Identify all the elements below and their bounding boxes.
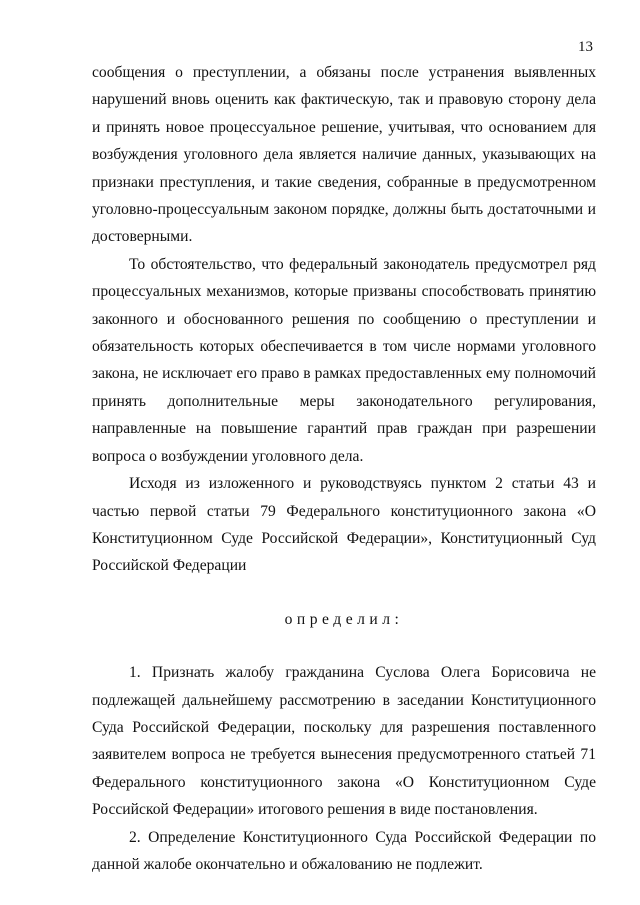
decree-heading: определил: — [284, 610, 404, 628]
resolution-item-2: 2. Определение Конституционного Суда Российской Федерации по данной жалобе окончательно и обжалованию не подлежит. — [92, 828, 596, 873]
document-body — [92, 59, 596, 878]
paragraph-continuation: сообщения о преступлении, а обязаны после устранения выявленных нарушений вновь оценить как фактическую, так и правовую сторону дела и принять новое процессуальное решение, учитывая, что основанием для возбуждения уголовного дела является наличие данных, указывающих на признаки преступления, и такие сведения, собранные в предусмотренном уголовно-процессуальным законом порядке, должны быть достаточными и достоверными. — [92, 64, 596, 246]
page-number: 13 — [578, 39, 593, 55]
paragraph-legal-basis: Исходя из изложенного и руководствуясь пунктом 2 статьи 43 и частью первой статьи 79 Федерального конституционного закона «О Конституционном Суде Российской Федерации», Конституционный Суд Российской Федерации — [92, 475, 596, 575]
paragraph-legislator-mechanisms: То обстоятельство, что федеральный законодатель предусмотрел ряд процессуальных механизмов, которые призваны способствовать принятию законного и обоснованного решения по сообщению о преступлении и обязательность которых обеспечивается в том числе нормами уголовного закона, не исключает его право в рамках предоставленных ему полномочий принять дополнительные меры законодательного регулирования, направленные на повышение гарантий прав граждан при разрешении вопроса о возбуждении уголовного дела. — [92, 255, 596, 465]
resolution-item-1: 1. Признать жалобу гражданина Суслова Олега Борисовича не подлежащей дальнейшему рассмотрению в заседании Конституционного Суда Российской Федерации, поскольку для разрешения поставленного заявителем вопроса не требуется вынесения предусмотренного статьей 71 Федерального конституционного закона «О Конституционном Суде Российской Федерации» итогового решения в виде постановления. — [92, 664, 596, 819]
